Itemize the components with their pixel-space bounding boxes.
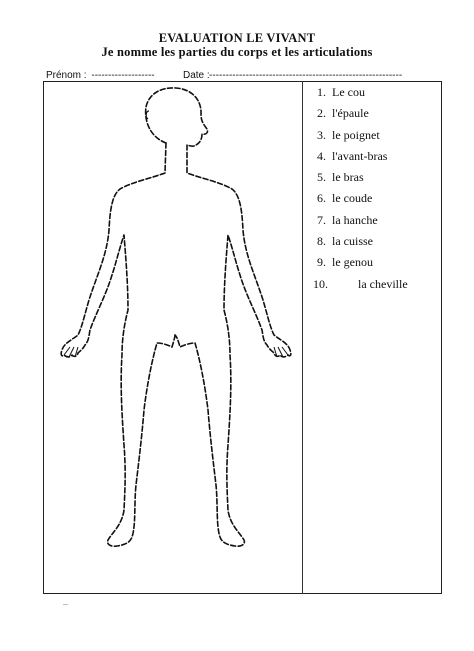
item-label: l'avant-bras — [332, 148, 388, 163]
body-parts-list — [312, 82, 440, 295]
list-item — [312, 146, 440, 167]
date-field[interactable]: ---------------------------------------------------------- — [209, 70, 403, 81]
item-number: 7. — [317, 212, 326, 227]
worksheet-title: EVALUATION LE VIVANT — [158, 31, 316, 45]
scan-mark — [63, 604, 68, 605]
list-item — [312, 274, 440, 295]
prenom-label: Prénom : — [46, 70, 87, 81]
body-outline-left — [61, 143, 175, 546]
item-number: 1. — [317, 85, 326, 99]
item-number: 10. — [313, 276, 328, 291]
item-label: Le cou — [332, 85, 365, 99]
item-number: 3. — [317, 127, 326, 142]
item-label: le bras — [332, 170, 364, 185]
ear-outline — [146, 111, 149, 119]
item-number: 9. — [317, 255, 326, 270]
list-item — [312, 252, 440, 273]
list-item — [312, 125, 440, 146]
item-label: la hanche — [332, 212, 378, 227]
list-item — [312, 82, 440, 103]
item-number: 2. — [317, 106, 326, 121]
item-number: 6. — [317, 191, 326, 206]
item-label: le poignet — [332, 127, 380, 142]
item-label: la cheville — [358, 276, 408, 291]
head-outline — [146, 88, 208, 146]
list-item — [312, 103, 440, 124]
item-label: la cuisse — [332, 234, 373, 249]
list-item — [312, 210, 440, 231]
column-divider — [302, 81, 303, 594]
prenom-field[interactable]: ------------------- — [91, 70, 155, 81]
hand-details — [64, 347, 288, 357]
item-number: 8. — [317, 234, 326, 249]
item-label: le genou — [332, 255, 373, 270]
date-label: Date : — [183, 70, 210, 81]
body-outline-right — [175, 145, 291, 546]
body-outline-figure — [50, 85, 300, 590]
name-date-line — [46, 70, 446, 81]
item-label: l'épaule — [332, 106, 369, 121]
list-item — [312, 188, 440, 209]
item-number: 5. — [317, 170, 326, 185]
worksheet-subtitle: Je nomme les parties du corps et les articulations — [101, 45, 373, 59]
item-number: 4. — [317, 148, 326, 163]
list-item — [312, 231, 440, 252]
list-item — [312, 167, 440, 188]
item-label: le coude — [332, 191, 373, 206]
